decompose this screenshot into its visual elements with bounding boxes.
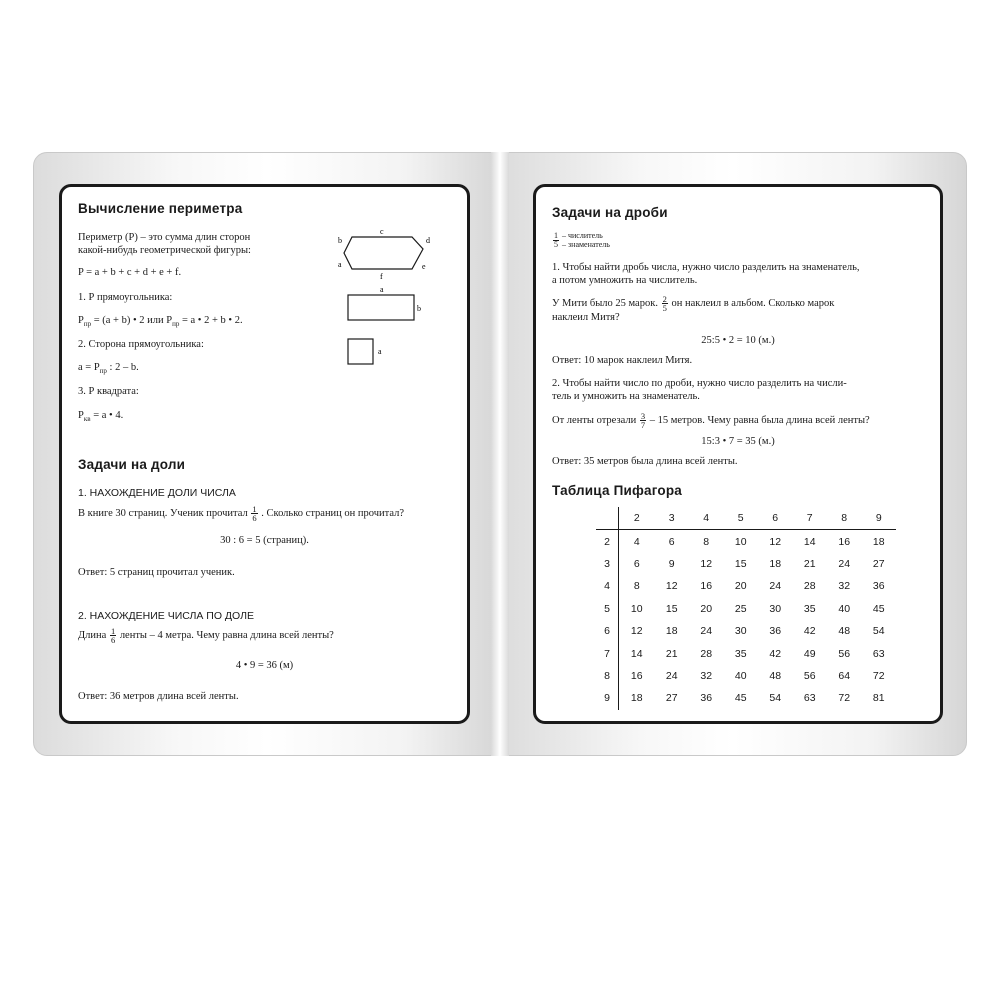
table-cell: 63	[872, 647, 885, 660]
table-cell: 72	[872, 669, 885, 682]
table-cell: 28	[700, 647, 713, 660]
column-header: 8	[827, 507, 862, 530]
table-row	[596, 598, 896, 620]
svg-text:a: a	[378, 347, 382, 356]
table-row	[596, 575, 896, 597]
number-by-share-heading: 2. НАХОЖДЕНИЕ ЧИСЛА ПО ДОЛЕ	[78, 610, 254, 622]
table-cell: 14	[630, 647, 643, 660]
table-cell: 16	[630, 669, 643, 682]
square-figure	[348, 339, 382, 364]
number-by-share-answer: Ответ: 36 метров длина всей ленты.	[78, 691, 239, 702]
table-cell: 18	[769, 557, 782, 570]
table-cell: 54	[872, 625, 885, 638]
table-cell: 35	[734, 647, 747, 660]
table-cell: 20	[700, 602, 713, 615]
pythagoras-table-header	[596, 507, 896, 530]
fraction-one-sixth: $\frac{1}{6}$	[252, 504, 257, 523]
table-cell: 16	[838, 535, 851, 548]
table-cell: 20	[734, 580, 747, 593]
table-cell: 15	[734, 557, 747, 570]
table-cell: 36	[700, 692, 713, 705]
table-cell: 28	[803, 580, 816, 593]
hexagon-figure	[338, 227, 430, 281]
share-task-calculation: 30 : 6 = 5 (страниц).	[220, 535, 309, 546]
table-cell: 56	[838, 647, 851, 660]
table-cell: 42	[803, 625, 816, 638]
row-header: 5	[596, 598, 619, 620]
pythagoras-table	[596, 507, 896, 710]
column-header: 9	[861, 507, 896, 530]
row-header: 8	[596, 665, 619, 687]
table-cell: 18	[665, 625, 678, 638]
table-cell: 10	[630, 602, 643, 615]
svg-text:b: b	[338, 236, 342, 245]
table-cell: 32	[838, 580, 851, 593]
column-header: 6	[758, 507, 793, 530]
task2-calculation: 15:3 • 7 = 35 (м.)	[701, 436, 775, 447]
svg-text:e: e	[422, 262, 426, 271]
table-cell: 21	[803, 557, 816, 570]
table-cell: 24	[769, 580, 782, 593]
share-task-text: В книге 30 страниц. Ученик прочитал $\frac{1}{6}$ . Сколько страниц он прочитал?	[78, 504, 405, 523]
number-by-share-calculation: 4 • 9 = 36 (м)	[235, 660, 294, 671]
notebook-spread	[33, 152, 968, 756]
fraction-three-sevenths: $\frac{3}{7}$	[640, 411, 646, 430]
row-header: 9	[596, 687, 619, 709]
rectangle-side-heading: 2. Сторона прямоугольника:	[78, 339, 204, 350]
table-cell: 25	[734, 602, 747, 615]
table-cell: 6	[668, 535, 675, 548]
table-cell: 30	[769, 602, 782, 615]
table-row	[596, 665, 896, 687]
table-cell: 30	[734, 625, 747, 638]
svg-text:c: c	[380, 227, 384, 236]
table-cell: 15	[665, 602, 678, 615]
row-header: 6	[596, 620, 619, 642]
table-cell: 4	[633, 535, 640, 548]
table-cell: 54	[769, 692, 782, 705]
row-header: 7	[596, 642, 619, 664]
shares-title: Задачи на доли	[78, 457, 186, 472]
table-cell: 24	[838, 557, 851, 570]
rule1-line2: а потом умножить на числитель.	[552, 275, 698, 286]
fraction-legend: $\frac{1}{5}$ – числитель – знаменатель	[554, 230, 610, 249]
table-cell: 81	[872, 692, 885, 705]
svg-text:f: f	[380, 272, 383, 281]
table-row	[596, 553, 896, 575]
perimeter-definition-line1: Периметр (Р) – это сумма длин сторон	[78, 232, 251, 243]
share-of-number-heading: 1. НАХОЖДЕНИЕ ДОЛИ ЧИСЛА	[78, 487, 236, 499]
square-perimeter-formula: $P_{кв} = a$ • 4.	[78, 410, 124, 424]
table-cell: 18	[872, 535, 885, 548]
spine-gutter	[491, 152, 509, 756]
task1-answer: Ответ: 10 марок наклеил Митя.	[552, 355, 693, 366]
table-cell: 72	[838, 692, 851, 705]
share-task-answer: Ответ: 5 страниц прочитал ученик.	[78, 567, 235, 578]
table-cell: 24	[700, 625, 713, 638]
table-cell: 6	[633, 557, 640, 570]
table-cell: 40	[734, 669, 747, 682]
table-cell: 36	[769, 625, 782, 638]
perimeter-definition-line2: какой-нибудь геометрической фигуры:	[78, 245, 251, 256]
fraction-one-sixth-2: $\frac{1}{6}$	[110, 626, 116, 645]
rectangle-figure	[348, 285, 421, 320]
column-header: 5	[723, 507, 758, 530]
table-row	[596, 687, 896, 709]
table-cell: 56	[803, 669, 816, 682]
right-page	[533, 184, 943, 724]
task1-line2: наклеил Митя?	[552, 312, 620, 323]
table-cell: 27	[872, 557, 885, 570]
table-cell: 48	[769, 669, 782, 682]
perimeter-formula: P = a + b + c + d + e + f.	[78, 267, 182, 278]
table-cell: 12	[769, 535, 782, 548]
task2-text: От ленты отрезали $\frac{3}{7}$ – 15 метров. Чему равна была длина всей ленты?	[552, 411, 870, 430]
table-cell: 10	[734, 535, 747, 548]
table-cell: 48	[838, 625, 851, 638]
square-perimeter-heading: 3. Р квадрата:	[78, 386, 139, 397]
table-cell: 27	[665, 692, 678, 705]
rectangle-perimeter-formula: $P_{пр} = (a + b)$ • 2 или $P_{пр} = a$ • 2 + b • 2.	[78, 315, 243, 329]
task2-answer: Ответ: 35 метров была длина всей ленты.	[552, 456, 738, 467]
column-header: 2	[619, 507, 655, 530]
rectangle-side-formula: $a = P_{пр}$ : 2 – b.	[78, 362, 139, 376]
column-header: 7	[792, 507, 827, 530]
geometry-figures	[338, 225, 438, 385]
pythagoras-title: Таблица Пифагора	[552, 483, 682, 498]
table-cell: 14	[803, 535, 816, 548]
table-cell: 32	[700, 669, 713, 682]
table-cell: 36	[872, 580, 885, 593]
table-cell: 18	[630, 692, 643, 705]
rule2-line1: 2. Чтобы найти число по дроби, нужно число разделить на числи-	[552, 378, 847, 389]
column-header: 3	[654, 507, 689, 530]
fraction-two-fifths: $\frac{2}{5}$	[662, 294, 667, 313]
row-header: 2	[596, 530, 619, 553]
table-cell: 21	[665, 647, 678, 660]
left-page	[59, 184, 470, 724]
rule2-line2: тель и умножить на знаменатель.	[552, 391, 700, 402]
table-cell: 12	[630, 625, 643, 638]
svg-text:d: d	[426, 236, 430, 245]
fractions-title: Задачи на дроби	[552, 205, 668, 220]
table-cell: 49	[803, 647, 816, 660]
svg-text:a: a	[338, 260, 342, 269]
table-cell: 12	[700, 557, 713, 570]
column-header: 4	[689, 507, 724, 530]
row-header: 4	[596, 575, 619, 597]
table-cell: 35	[803, 602, 816, 615]
perimeter-title: Вычисление периметра	[78, 201, 243, 216]
table-cell: 64	[838, 669, 851, 682]
table-row	[596, 620, 896, 642]
task1-line1: У Мити было 25 марок. $\frac{2}{5}$ он наклеил в альбом. Сколько марок	[552, 294, 835, 313]
rule1-line1: 1. Чтобы найти дробь числа, нужно число разделить на знаменатель,	[552, 262, 860, 273]
table-cell: 24	[665, 669, 678, 682]
number-by-share-task-text: Длина $\frac{1}{6}$ ленты – 4 метра. Чему равна длина всей ленты?	[78, 626, 334, 645]
table-cell: 42	[769, 647, 782, 660]
table-cell: 45	[872, 602, 885, 615]
table-cell: 9	[668, 557, 675, 570]
table-cell: 8	[633, 580, 640, 593]
task1-calculation: 25:5 • 2 = 10 (м.)	[701, 335, 775, 346]
row-header: 3	[596, 553, 619, 575]
table-cell: 16	[700, 580, 713, 593]
table-cell: 8	[703, 535, 710, 548]
svg-text:b: b	[417, 304, 421, 313]
table-cell: 12	[665, 580, 678, 593]
table-corner	[596, 507, 619, 530]
table-row	[596, 642, 896, 664]
rectangle-perimeter-heading: 1. Р прямоугольника:	[78, 292, 173, 303]
table-cell: 63	[803, 692, 816, 705]
svg-text:a: a	[380, 285, 384, 294]
table-cell: 40	[838, 602, 851, 615]
table-cell: 45	[734, 692, 747, 705]
table-row	[596, 530, 896, 553]
